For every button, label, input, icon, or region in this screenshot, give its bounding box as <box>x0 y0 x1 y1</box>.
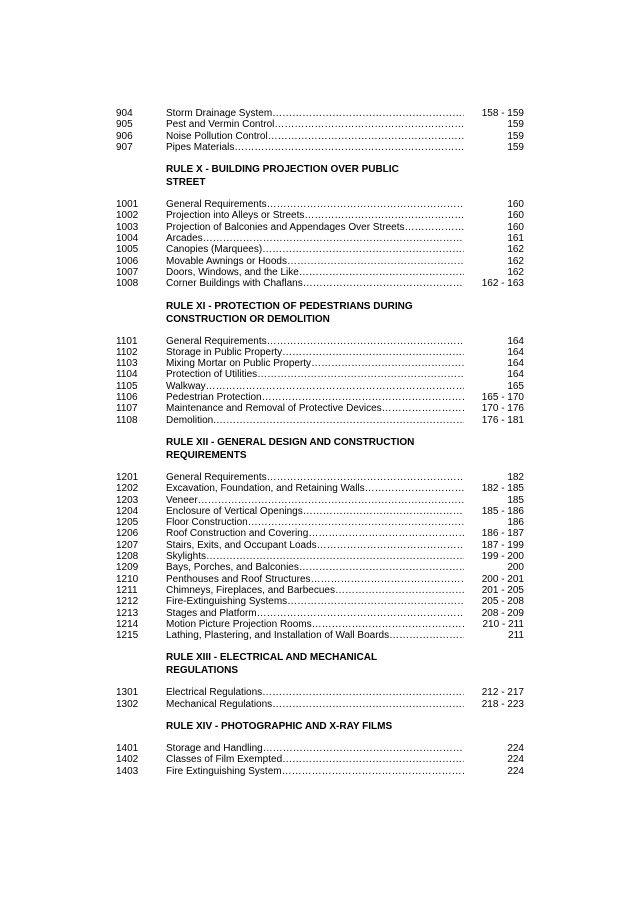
section-title: Floor Construction <box>166 517 248 529</box>
dot-leader <box>389 630 464 641</box>
page-number: 159 <box>507 119 524 131</box>
dot-leader <box>303 506 464 517</box>
toc-entry <box>116 585 524 596</box>
section-title: Bays, Porches, and Balconies <box>166 562 299 574</box>
toc-entry <box>116 766 524 777</box>
toc-entry <box>116 131 524 142</box>
toc-entry <box>116 347 524 358</box>
section-title: Fire Extinguishing System <box>166 765 282 777</box>
dot-leader <box>282 754 464 765</box>
dot-leader <box>257 608 464 619</box>
section-title: Skylights <box>166 551 207 563</box>
section-title: Mechanical Regulations <box>166 698 273 710</box>
section-title: Pipes Materials <box>166 141 235 153</box>
toc-entry <box>116 517 524 528</box>
toc-entry <box>116 256 524 267</box>
dot-leader <box>203 233 464 244</box>
page-number: 186 - 187 <box>481 528 524 540</box>
toc-entry <box>116 528 524 539</box>
page-number: 200 <box>507 562 524 574</box>
section-number: 1208 <box>116 551 139 563</box>
section-heading: RULE XIII - ELECTRICAL AND MECHANICAL REGULATIONS <box>166 652 377 677</box>
section-title: Demolition. <box>166 414 217 426</box>
toc-entry <box>116 699 524 710</box>
dot-leader <box>268 131 464 142</box>
dot-leader <box>365 483 464 494</box>
toc-entry <box>116 754 524 765</box>
page-number: 176 - 181 <box>481 414 524 426</box>
section-number: 1401 <box>116 742 139 754</box>
dot-leader <box>299 267 464 278</box>
dot-leader <box>282 766 464 777</box>
page-number: 160 <box>507 210 524 222</box>
toc-entry <box>116 608 524 619</box>
section-number: 1005 <box>116 244 139 256</box>
section-title: Mixing Mortar on Public Property <box>166 358 312 370</box>
dot-leader <box>312 619 464 630</box>
section-title: Canopies (Marquees) <box>166 244 263 256</box>
toc-entry <box>116 142 524 153</box>
section-title: Noise Pollution Control <box>166 130 268 142</box>
section-number: 1102 <box>116 346 138 358</box>
page-number: 208 - 209 <box>481 607 524 619</box>
section-title: Chimneys, Fireplaces, and Barbecues <box>166 584 335 596</box>
dot-leader <box>304 210 464 221</box>
page-number: 160 <box>507 221 524 233</box>
section-number: 1206 <box>116 528 139 540</box>
dot-leader <box>308 528 464 539</box>
section-heading: RULE XIV - PHOTOGRAPHIC AND X-RAY FILMS <box>166 720 393 732</box>
section-title: General Requirements <box>166 471 267 483</box>
dot-leader <box>287 596 464 607</box>
section-number: 1215 <box>116 630 139 642</box>
section-title: Classes of Film Exempted <box>166 754 283 766</box>
page-number: 162 <box>507 255 524 267</box>
page-number: 159 <box>507 141 524 153</box>
dot-leader <box>272 699 464 710</box>
section-number: 1003 <box>116 221 139 233</box>
section-number: 1008 <box>116 278 139 290</box>
section-number: 1106 <box>116 392 138 404</box>
section-title: Lathing, Plastering, and Installation of Wall Boards <box>166 630 390 642</box>
section-title: Storage in Public Property <box>166 346 283 358</box>
toc-entry <box>116 369 524 380</box>
page-number: 201 - 205 <box>481 584 524 596</box>
dot-leader <box>263 743 464 754</box>
dot-leader <box>206 381 464 392</box>
toc-entry <box>116 381 524 392</box>
page-number: 224 <box>507 765 524 777</box>
section-number: 1002 <box>116 210 139 222</box>
page-number: 211 <box>508 630 524 642</box>
page-number: 185 <box>507 494 524 506</box>
dot-leader <box>248 517 464 528</box>
page-number: 162 - 163 <box>481 278 524 290</box>
section-number: 1302 <box>116 698 139 710</box>
section-heading: RULE X - BUILDING PROJECTION OVER PUBLIC STREET <box>166 164 399 189</box>
toc-entry <box>116 630 524 641</box>
dot-leader <box>206 551 464 562</box>
section-number: 1402 <box>116 754 139 766</box>
section-title: Storm Drainage System <box>166 108 273 119</box>
section-number: 1214 <box>116 618 139 630</box>
toc-entry <box>116 392 524 403</box>
dot-leader <box>404 222 464 233</box>
section-number: 905 <box>116 119 133 131</box>
toc-entry <box>116 278 524 289</box>
page-number: 199 - 200 <box>481 551 524 563</box>
table-of-contents <box>116 108 524 777</box>
page-number: 164 <box>507 335 524 347</box>
section-number: 1211 <box>116 584 138 596</box>
section-number: 904 <box>116 108 133 119</box>
toc-entry <box>116 574 524 585</box>
toc-entry <box>116 506 524 517</box>
dot-leader <box>282 347 464 358</box>
section-number: 1001 <box>116 199 139 211</box>
page-number: 170 - 176 <box>481 403 524 415</box>
toc-entry <box>116 199 524 210</box>
page-number: 200 - 201 <box>481 573 524 585</box>
toc-entry <box>116 336 524 347</box>
section-title: Motion Picture Projection Rooms <box>166 618 312 630</box>
section-number: 1210 <box>116 573 139 585</box>
toc-entry <box>116 687 524 698</box>
page-number: 187 - 199 <box>481 539 524 551</box>
section-number: 1103 <box>116 358 138 370</box>
dot-leader <box>267 472 464 483</box>
section-title: Doors, Windows, and the Like <box>166 266 299 278</box>
section-number: 1209 <box>116 562 139 574</box>
section-number: 1006 <box>116 255 139 267</box>
dot-leader <box>216 415 464 426</box>
toc-entry <box>116 108 524 119</box>
section-title: Pest and Vermin Control <box>166 119 275 131</box>
section-number: 1101 <box>116 335 138 347</box>
toc-entry <box>116 267 524 278</box>
dot-leader <box>317 540 464 551</box>
toc-entry <box>116 540 524 551</box>
page-number: 205 - 208 <box>481 596 524 608</box>
page-number: 162 <box>507 266 524 278</box>
section-title: Pedestrian Protection <box>166 392 262 404</box>
page-number: 159 <box>507 130 524 142</box>
dot-leader <box>311 574 464 585</box>
section-number: 1007 <box>116 266 139 278</box>
toc-entry <box>116 596 524 607</box>
section-title: Veneer <box>166 494 198 506</box>
section-number: 1301 <box>116 687 139 699</box>
section-title: Movable Awnings or Hoods <box>166 255 287 267</box>
section-number: 1108 <box>116 414 138 426</box>
toc-entry <box>116 551 524 562</box>
section-number: 1212 <box>116 596 139 608</box>
page-number: 162 <box>507 244 524 256</box>
page-number: 161 <box>507 233 524 245</box>
section-title: Stages and Platform <box>166 607 257 619</box>
dot-leader <box>287 256 464 267</box>
page-number: 164 <box>507 358 524 370</box>
section-title: Walkway <box>166 380 206 392</box>
dot-leader <box>198 495 464 506</box>
dot-leader <box>262 392 464 403</box>
section-title: Maintenance and Removal of Protective Devices <box>166 403 382 415</box>
dot-leader <box>311 358 464 369</box>
dot-leader <box>272 108 464 119</box>
dot-leader <box>267 199 464 210</box>
page-number: 165 - 170 <box>481 392 524 404</box>
page-number: 182 - 185 <box>481 483 524 495</box>
section-title: Excavation, Foundation, and Retaining Walls <box>166 483 365 495</box>
toc-entry <box>116 244 524 255</box>
section-number: 1205 <box>116 517 139 529</box>
toc-entry <box>116 472 524 483</box>
page-number: 164 <box>507 369 524 381</box>
toc-entry <box>116 562 524 573</box>
toc-entry <box>116 403 524 414</box>
toc-entry <box>116 358 524 369</box>
page-number: 212 - 217 <box>481 687 524 699</box>
section-number: 1207 <box>116 539 139 551</box>
section-heading: RULE XI - PROTECTION OF PEDESTRIANS DURING CONSTRUCTION OR DEMOLITION <box>166 300 413 325</box>
section-title: Storage and Handling <box>166 742 263 754</box>
toc-entry <box>116 119 524 130</box>
toc-entry <box>116 495 524 506</box>
page-number: 224 <box>507 742 524 754</box>
section-number: 906 <box>116 130 133 142</box>
section-number: 1202 <box>116 483 139 495</box>
section-title: Fire-Extinguishing Systems <box>166 596 288 608</box>
section-title: General Requirements <box>166 335 267 347</box>
page-number: 210 - 211 <box>482 618 524 630</box>
page-number: 160 <box>507 199 524 211</box>
section-number: 1203 <box>116 494 139 506</box>
dot-leader <box>274 119 464 130</box>
section-number: 1204 <box>116 505 139 517</box>
section-title: Corner Buildings with Chaflans <box>166 278 303 290</box>
section-number: 1105 <box>116 380 138 392</box>
page-number: 224 <box>507 754 524 766</box>
section-number: 1201 <box>116 471 139 483</box>
section-title: Arcades <box>166 233 203 245</box>
dot-leader <box>335 585 464 596</box>
section-title: Enclosure of Vertical Openings <box>166 505 303 517</box>
section-number: 1104 <box>116 369 138 381</box>
section-title: Projection of Balconies and Appendages Over Streets <box>166 221 405 233</box>
page-number: 165 <box>507 380 524 392</box>
section-number: 1213 <box>116 607 139 619</box>
page-number: 164 <box>507 346 524 358</box>
page-number: 218 - 223 <box>481 698 524 710</box>
dot-leader <box>382 403 464 414</box>
section-title: General Requirements <box>166 199 267 211</box>
page-number: 158 - 159 <box>481 108 524 119</box>
section-title: Projection into Alleys or Streets <box>166 210 305 222</box>
dot-leader <box>299 562 464 573</box>
page-number: 182 <box>507 471 524 483</box>
dot-leader <box>267 336 464 347</box>
toc-entry <box>116 233 524 244</box>
toc-entry <box>116 210 524 221</box>
section-title: Electrical Regulations <box>166 687 263 699</box>
dot-leader <box>262 687 464 698</box>
section-number: 1107 <box>116 403 138 415</box>
page-number: 185 - 186 <box>481 505 524 517</box>
dot-leader <box>234 142 464 153</box>
section-title: Roof Construction and Covering <box>166 528 309 540</box>
dot-leader <box>262 244 464 255</box>
section-title: Protection of Utilities <box>166 369 258 381</box>
section-number: 1403 <box>116 765 139 777</box>
dot-leader <box>257 369 464 380</box>
toc-entry <box>116 743 524 754</box>
toc-entry <box>116 619 524 630</box>
toc-entry <box>116 483 524 494</box>
page-number: 186 <box>507 517 524 529</box>
toc-entry <box>116 415 524 426</box>
dot-leader <box>303 278 464 289</box>
section-title: Stairs, Exits, and Occupant Loads <box>166 539 317 551</box>
section-heading: RULE XII - GENERAL DESIGN AND CONSTRUCTION REQUIREMENTS <box>166 436 415 461</box>
section-number: 1004 <box>116 233 139 245</box>
section-number: 907 <box>116 141 133 153</box>
toc-entry <box>116 222 524 233</box>
section-title: Penthouses and Roof Structures <box>166 573 311 585</box>
